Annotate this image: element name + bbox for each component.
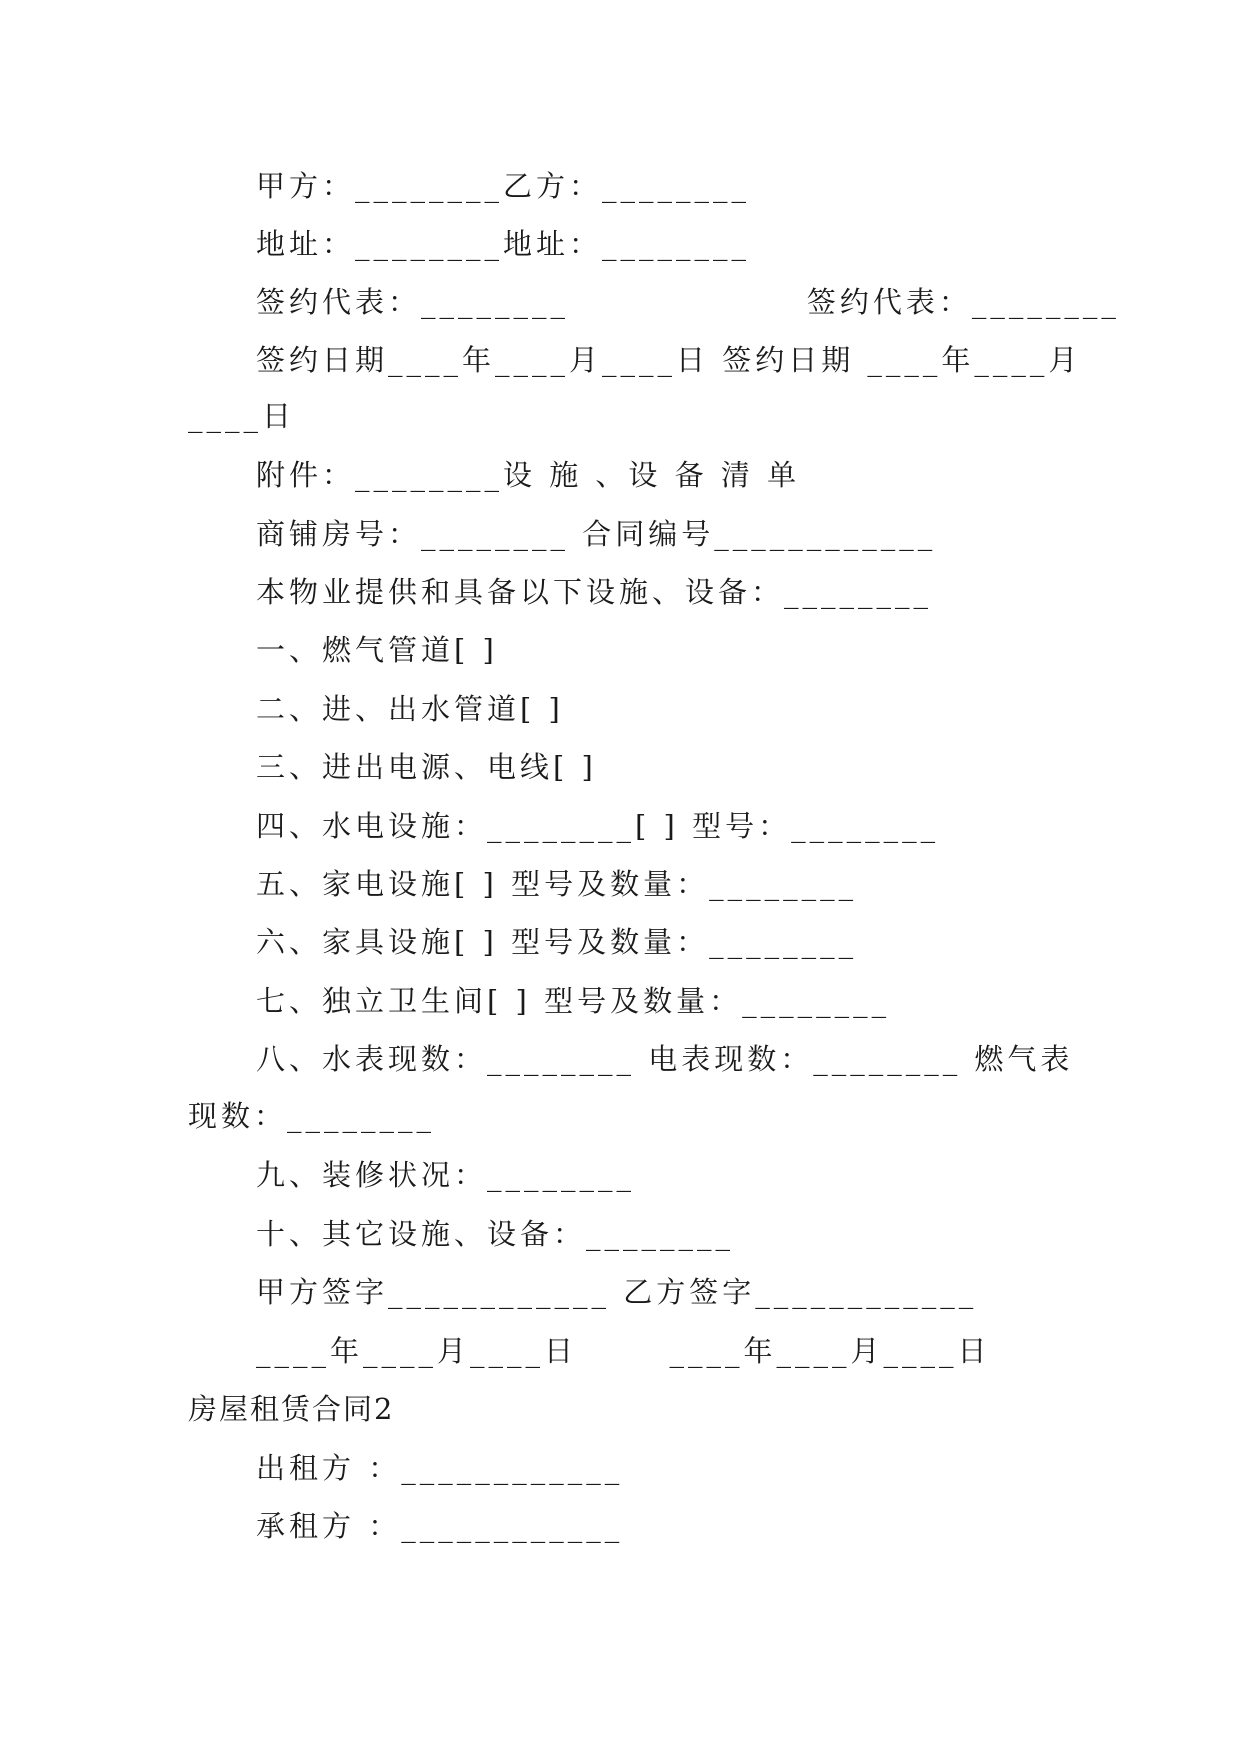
item-utilities: 四、水电设施：________[ ] 型号：________ xyxy=(256,809,940,843)
item-appliances: 五、家电设施[ ] 型号及数量：________ xyxy=(256,867,858,901)
item-other: 十、其它设施、设备：________ xyxy=(256,1217,735,1251)
item-furniture: 六、家具设施[ ] 型号及数量：________ xyxy=(256,925,858,959)
signing-date-line-cont: ____日 xyxy=(188,399,296,433)
attachment-line: 附件：________设 施 、设 备 清 单 xyxy=(256,458,801,492)
signing-representative-line: 签约代表：________ 签约代表：________ xyxy=(256,285,1120,319)
signature-line: 甲方签字____________ 乙方签字____________ xyxy=(256,1275,978,1309)
shop-number-line: 商铺房号：________ 合同编号____________ xyxy=(256,517,937,551)
item-bathroom: 七、独立卫生间[ ] 型号及数量：________ xyxy=(256,984,891,1018)
address-line: 地址：________地址：________ xyxy=(256,227,751,261)
signature-date-line: ____年____月____日 ____年____月____日 xyxy=(256,1334,991,1368)
party-names-line: 甲方：________乙方：________ xyxy=(256,169,751,203)
item-water-pipe: 二、进、出水管道[ ] xyxy=(256,692,564,726)
section-title: 房屋租赁合同2 xyxy=(188,1392,395,1426)
signing-date-line: 签约日期____年____月____日 签约日期 ____年____月 xyxy=(256,343,1082,377)
item-meter-readings: 八、水表现数：________ 电表现数：________ 燃气表 xyxy=(256,1042,1074,1076)
item-meter-readings-cont: 现数：________ xyxy=(188,1099,436,1133)
lessor-line: 出租方 ：____________ xyxy=(256,1451,624,1485)
item-gas-pipe: 一、燃气管道[ ] xyxy=(256,633,498,667)
facilities-intro-line: 本物业提供和具备以下设施、设备：________ xyxy=(256,575,933,609)
item-power: 三、进出电源、电线[ ] xyxy=(256,750,597,784)
item-decoration: 九、装修状况：________ xyxy=(256,1158,636,1192)
lessee-line: 承租方 ：____________ xyxy=(256,1509,624,1543)
